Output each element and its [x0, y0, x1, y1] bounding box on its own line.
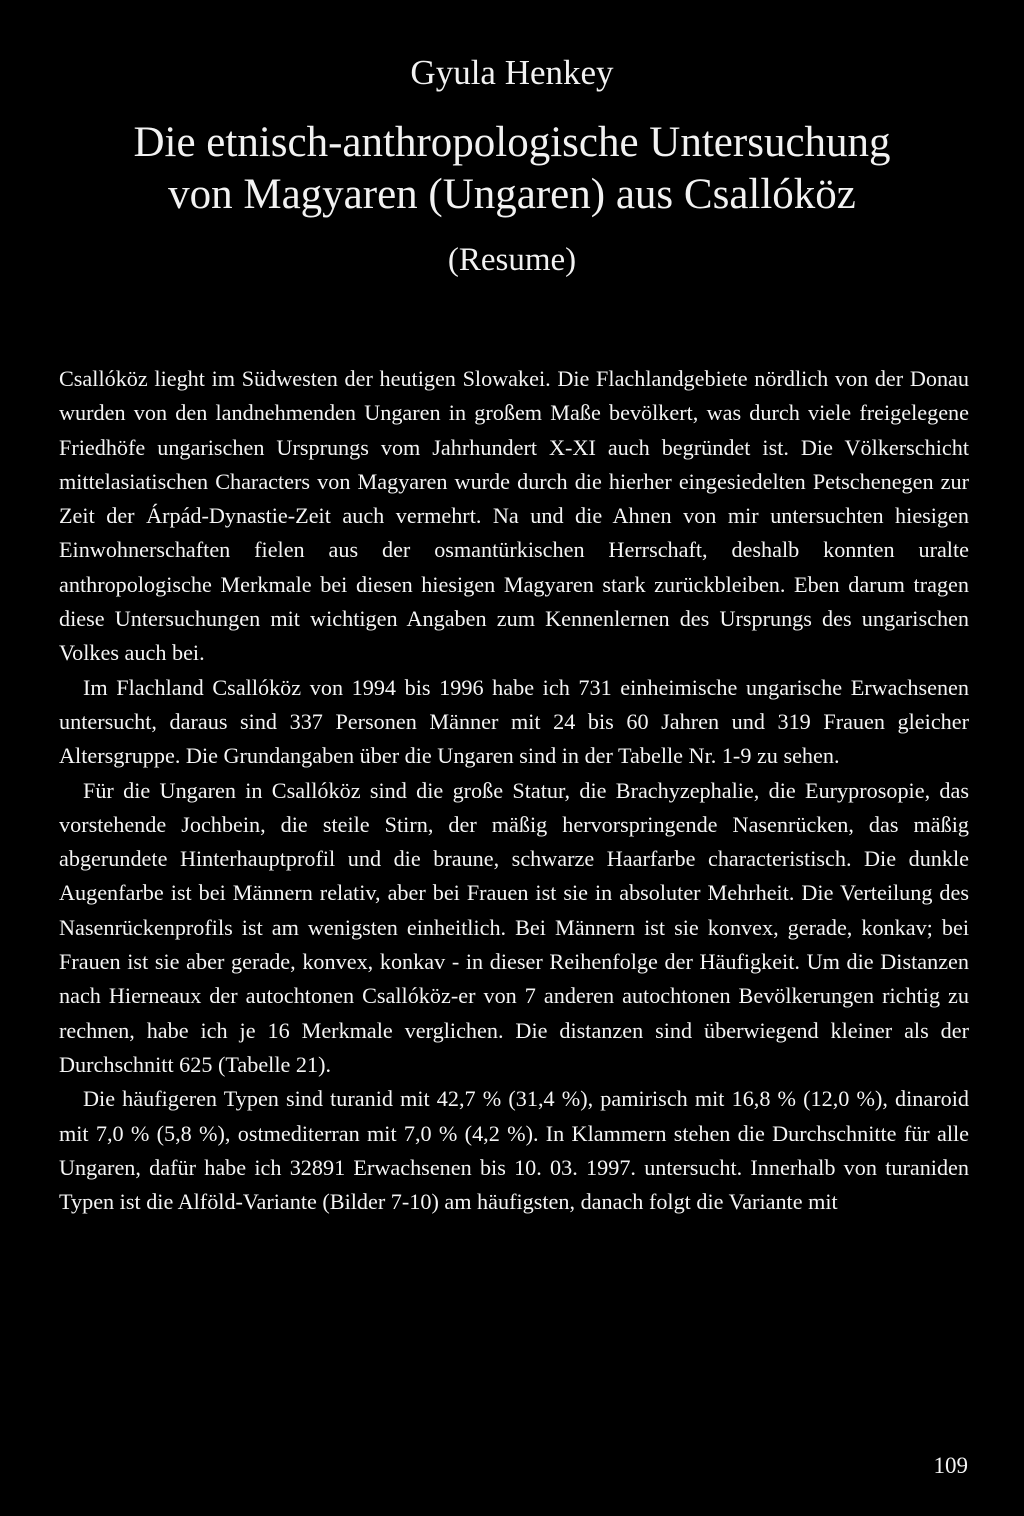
document-subtitle: (Resume) — [447, 242, 577, 278]
body-text — [59, 362, 969, 1219]
paragraph-2: Im Flachland Csallóköz von 1994 bis 1996 habe ich 731 einheimische ungarische Erwachsenen untersucht, daraus sind 337 Personen Männer mit 24 bis 60 Jahren und 319 Frauen gleicher Altersgruppe. Die Grundangaben über die Ungaren sind in der Tabelle Nr. 1-9 zu sehen. — [59, 674, 969, 769]
title-line-1: Die etnisch-anthropologische Untersuchung — [133, 119, 891, 166]
paragraph-4: Die häufigeren Typen sind turanid mit 42,7 % (31,4 %), pamirisch mit 16,8 % (12,0 %), dinaroid mit 7,0 % (5,8 %), ostmediterran mit 7,0 % (4,2 %). In Klammern stehen die Durchschnitte für alle Ungaren, dafür habe ich 32891 Erwachsenen bis 10. 03. 1997. untersucht. Innerhalb von turaniden Typen ist die Alföld-Variante (Bilder 7-10) am häufigsten, danach folgt die Variante mit — [59, 1086, 969, 1215]
page-number: 109 — [933, 1453, 968, 1478]
document-title — [0, 117, 1024, 221]
paragraph-3: Für die Ungaren in Csallóköz sind die große Statur, die Brachyzephalie, die Euryprosopie, das vorstehende Jochbein, die steile Stirn, der mäßig hervorspringende Nasenrücken, das mäßig abgerundete Hinterhauptprofil und die braune, schwarze Haarfarbe characteristisch. Die dunkle Augenfarbe ist bei Männern relativ, aber bei Frauen ist sie in absoluter Mehrheit. Die Verteilung des Nasenrückenprofils ist am wenigsten einheitlich. Bei Männern ist sie konvex, gerade, konkav; bei Frauen ist sie aber gerade, konvex, konkav - in dieser Reihenfolge der Häufigkeit. Um die Distanzen nach Hierneaux der autochtonen Csallóköz-er von 7 anderen autochtonen Bevölkerungen richtig zu rechnen, habe ich je 16 Merkmale verglichen. Die distanzen sind überwiegend kleiner als der Durchschnitt 625 (Tabelle 21). — [59, 777, 969, 1077]
title-line-2: von Magyaren (Ungaren) aus Csallóköz — [168, 171, 856, 218]
paragraph-1: Csallóköz lieght im Südwesten der heutigen Slowakei. Die Flachlandgebiete nördlich von der Donau wurden von den landnehmenden Ungaren in großem Maße bevölkert, was durch viele freigelegene Friedhöfe ungarischen Ursprungs vom Jahrhundert X-XI auch begründet ist. Die Völkerschicht mittelasiatischen Characters von Magyaren wurde durch die hierher eingesiedelten Petschenegen zur Zeit der Árpád-Dynastie-Zeit auch vermehrt. Na und die Ahnen von mir untersuchten hiesigen Einwohnerschaften fielen aus der osmantürkischen Herrschaft, deshalb konnten uralte anthropologische Merkmale bei diesen hiesigen Magyaren stark zurückbleiben. Eben darum tragen diese Untersuchungen mit wichtigen Angaben zum Kennenlernen des Ursprungs des ungarischen Volkes auch bei. — [59, 366, 969, 666]
author-name: Gyula Henkey — [410, 53, 614, 92]
